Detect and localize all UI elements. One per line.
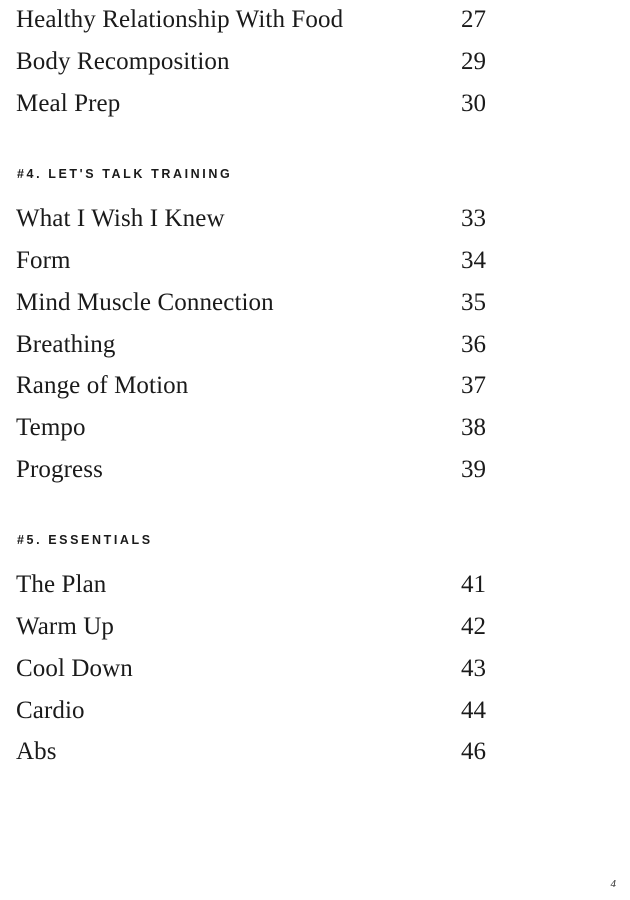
toc-entry-page: 44 [461, 697, 486, 724]
toc-entry-title: Cool Down [16, 655, 133, 682]
toc-entry-healthy-relationship [16, 4, 486, 36]
section-heading-essentials: #5. ESSENTIALS [17, 533, 153, 547]
toc-entry-title: Range of Motion [16, 372, 189, 399]
toc-entry-title: Healthy Relationship With Food [16, 6, 344, 33]
toc-entry-tempo [16, 412, 486, 444]
toc-entry-range-of-motion [16, 370, 486, 402]
toc-entry-page: 42 [461, 613, 486, 640]
toc-entry-title: Progress [16, 456, 103, 483]
toc-entry-title: Cardio [16, 697, 85, 724]
toc-entry-title: Warm Up [16, 613, 114, 640]
section-heading-training: #4. LET'S TALK TRAINING [17, 167, 233, 181]
page-number: 4 [610, 878, 616, 890]
toc-entry-page: 34 [461, 247, 486, 274]
toc-entry-breathing [16, 329, 486, 361]
toc-entry-title: Tempo [16, 414, 86, 441]
toc-entry-progress [16, 454, 486, 486]
toc-entry-meal-prep [16, 88, 486, 120]
toc-entry-page: 41 [461, 571, 486, 598]
toc-entry-title: Breathing [16, 331, 116, 358]
toc-entry-what-i-wish-i-knew [16, 203, 486, 235]
toc-entry-page: 37 [461, 372, 486, 399]
toc-entry-page: 33 [461, 205, 486, 232]
toc-entry-cool-down [16, 653, 486, 685]
toc-entry-page: 39 [461, 456, 486, 483]
toc-entry-page: 30 [461, 90, 486, 117]
toc-entry-page: 46 [461, 738, 486, 765]
toc-entry-warm-up [16, 611, 486, 643]
toc-entry-cardio [16, 695, 486, 727]
toc-entry-page: 29 [461, 48, 486, 75]
toc-entry-title: Meal Prep [16, 90, 121, 117]
toc-entry-the-plan [16, 569, 486, 601]
toc-entry-mind-muscle-connection [16, 287, 486, 319]
toc-entry-page: 36 [461, 331, 486, 358]
toc-entry-title: Body Recomposition [16, 48, 230, 75]
toc-entry-form [16, 245, 486, 277]
toc-entry-title: Abs [16, 738, 57, 765]
toc-entry-body-recomposition [16, 46, 486, 78]
toc-entry-title: The Plan [16, 571, 107, 598]
toc-entry-title: What I Wish I Knew [16, 205, 225, 232]
toc-entry-title: Mind Muscle Connection [16, 289, 274, 316]
toc-entry-page: 38 [461, 414, 486, 441]
toc-entry-title: Form [16, 247, 71, 274]
toc-entry-abs [16, 736, 486, 768]
toc-entry-page: 43 [461, 655, 486, 682]
toc-entry-page: 27 [461, 6, 486, 33]
toc-entry-page: 35 [461, 289, 486, 316]
